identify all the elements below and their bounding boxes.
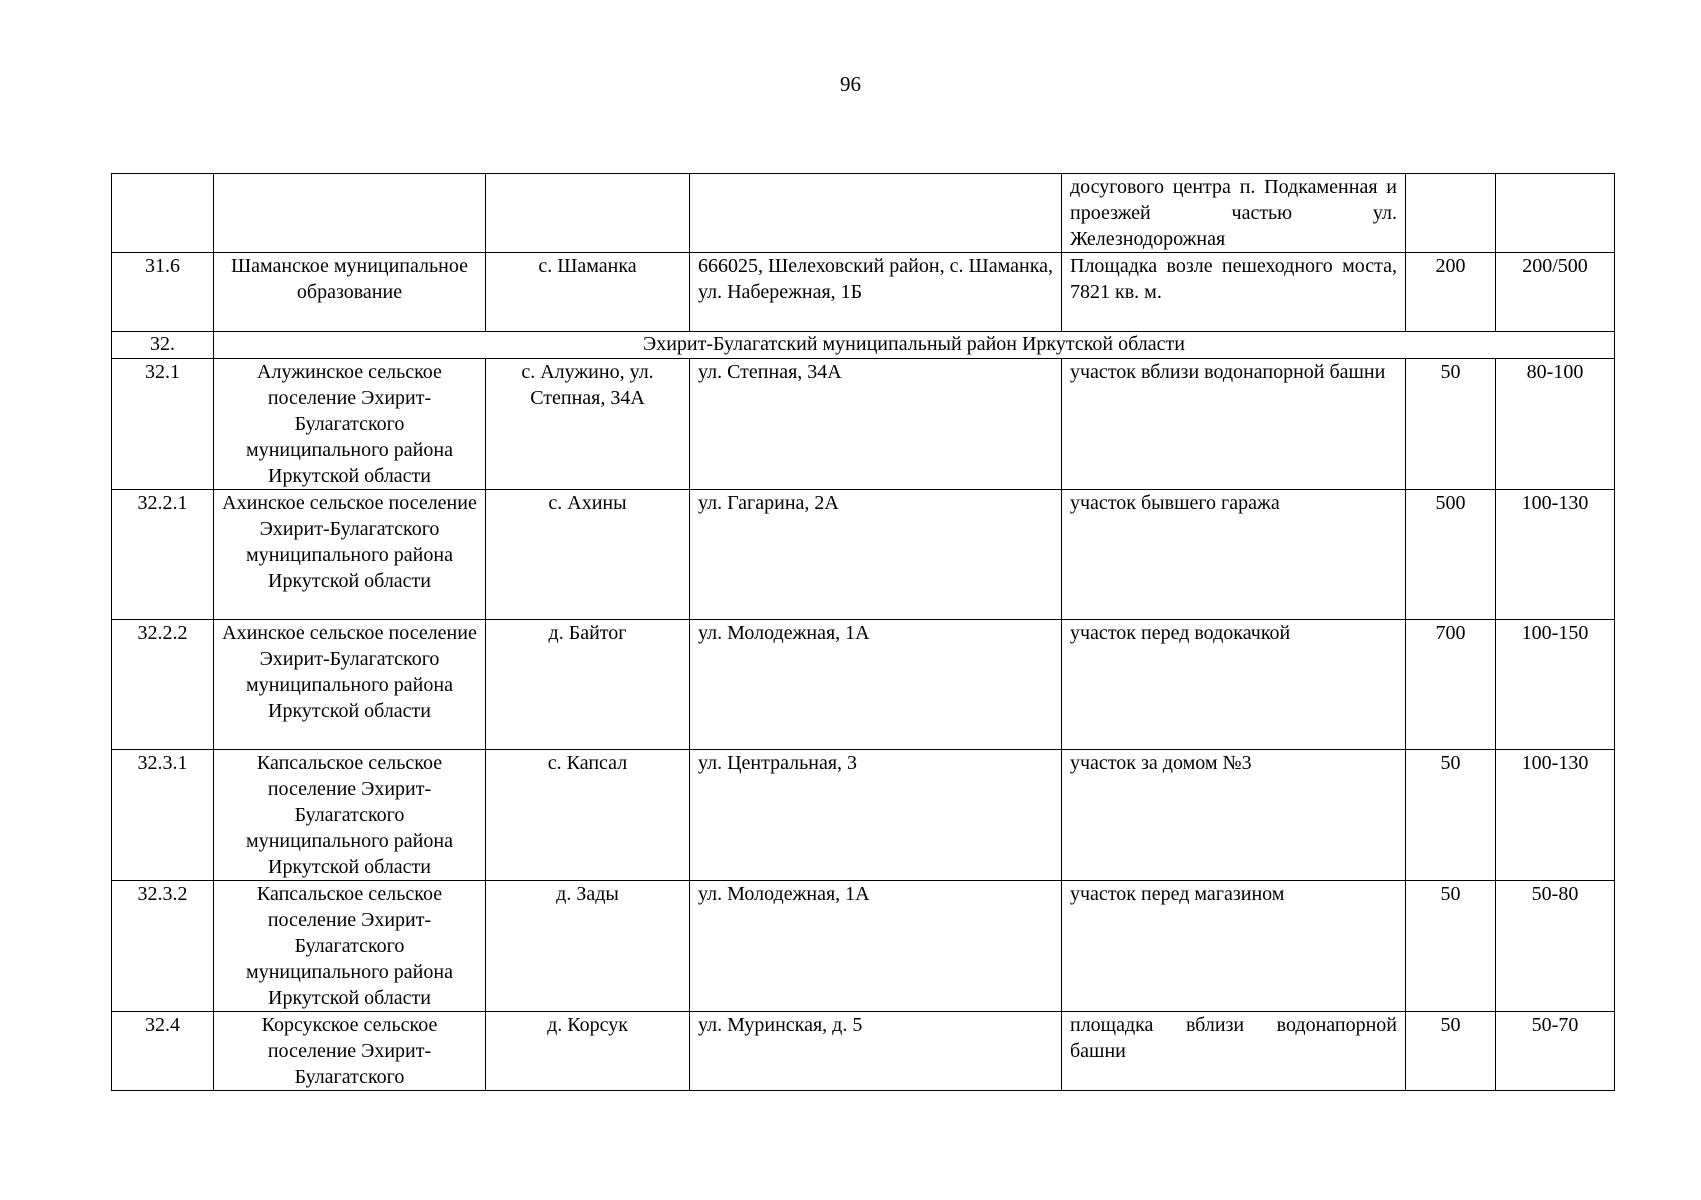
cell-address: ул. Муринская, д. 5 <box>690 1012 1062 1091</box>
cell-value1: 50 <box>1406 1012 1496 1091</box>
cell-address: ул. Молодежная, 1А <box>690 620 1062 750</box>
cell-settlement: Ахинское сельское поселение Эхирит-Булагатского муниципального района Иркутской области <box>214 620 486 750</box>
cell-num: 32.4 <box>112 1012 214 1091</box>
cell-description: площадка вблизи водонапорной башни <box>1062 1012 1406 1091</box>
cell-locality: д. Зады <box>486 881 690 1012</box>
cell-locality: д. Корсук <box>486 1012 690 1091</box>
cell-address: ул. Молодежная, 1А <box>690 881 1062 1012</box>
cell-settlement <box>214 174 486 253</box>
table-row <box>112 750 1615 881</box>
cell-value2: 200/500 <box>1496 253 1615 332</box>
cell-num <box>112 174 214 253</box>
cell-locality: д. Байтог <box>486 620 690 750</box>
cell-address: 666025, Шелеховский район, с. Шаманка, ул. Набережная, 1Б <box>690 253 1062 332</box>
cell-value1: 50 <box>1406 359 1496 490</box>
cell-value2: 100-130 <box>1496 750 1615 881</box>
table-row <box>112 620 1615 750</box>
cell-value2: 50-70 <box>1496 1012 1615 1091</box>
table-row <box>112 359 1615 490</box>
cell-description: досугового центра п. Подкаменная и проезжей частью ул. Железнодорожная <box>1062 174 1406 253</box>
cell-locality: с. Ахины <box>486 490 690 620</box>
cell-settlement: Шаманское муниципальное образование <box>214 253 486 332</box>
cell-locality <box>486 174 690 253</box>
cell-value1: 200 <box>1406 253 1496 332</box>
section-row <box>112 332 1615 359</box>
cell-description: участок перед водокачкой <box>1062 620 1406 750</box>
cell-settlement: Корсукское сельское поселение Эхирит-Булагатского <box>214 1012 486 1091</box>
cell-description: участок бывшего гаража <box>1062 490 1406 620</box>
table-row <box>112 1012 1615 1091</box>
cell-value1: 50 <box>1406 750 1496 881</box>
cell-value1: 500 <box>1406 490 1496 620</box>
cell-settlement: Алужинское сельское поселение Эхирит-Булагатского муниципального района Иркутской области <box>214 359 486 490</box>
page-number: 96 <box>840 72 861 96</box>
cell-value2 <box>1496 174 1615 253</box>
cell-value1: 700 <box>1406 620 1496 750</box>
cell-value2: 100-130 <box>1496 490 1615 620</box>
cell-address <box>690 174 1062 253</box>
cell-description: Площадка возле пешеходного моста, 7821 кв. м. <box>1062 253 1406 332</box>
cell-settlement: Капсальское сельское поселение Эхирит-Булагатского муниципального района Иркутской области <box>214 881 486 1012</box>
cell-locality: с. Алужино, ул. Степная, 34А <box>486 359 690 490</box>
cell-value2: 80-100 <box>1496 359 1615 490</box>
table-row <box>112 490 1615 620</box>
cell-settlement: Ахинское сельское поселение Эхирит-Булагатского муниципального района Иркутской области <box>214 490 486 620</box>
section-num: 32. <box>112 332 214 359</box>
cell-value1 <box>1406 174 1496 253</box>
table-row-continuation <box>112 174 1615 253</box>
cell-num: 32.3.1 <box>112 750 214 881</box>
table-row <box>112 253 1615 332</box>
cell-num: 32.2.2 <box>112 620 214 750</box>
cell-locality: с. Капсал <box>486 750 690 881</box>
data-table <box>111 173 1615 1091</box>
cell-address: ул. Центральная, 3 <box>690 750 1062 881</box>
cell-description: участок вблизи водонапорной башни <box>1062 359 1406 490</box>
cell-num: 32.1 <box>112 359 214 490</box>
cell-settlement: Капсальское сельское поселение Эхирит-Булагатского муниципального района Иркутской области <box>214 750 486 881</box>
cell-num: 32.2.1 <box>112 490 214 620</box>
cell-description: участок перед магазином <box>1062 881 1406 1012</box>
cell-address: ул. Гагарина, 2А <box>690 490 1062 620</box>
cell-num: 31.6 <box>112 253 214 332</box>
cell-value1: 50 <box>1406 881 1496 1012</box>
table-row <box>112 881 1615 1012</box>
cell-value2: 100-150 <box>1496 620 1615 750</box>
cell-locality: с. Шаманка <box>486 253 690 332</box>
cell-address: ул. Степная, 34А <box>690 359 1062 490</box>
cell-value2: 50-80 <box>1496 881 1615 1012</box>
cell-description: участок за домом №3 <box>1062 750 1406 881</box>
section-title: Эхирит-Булагатский муниципальный район Иркутской области <box>214 332 1615 359</box>
cell-num: 32.3.2 <box>112 881 214 1012</box>
